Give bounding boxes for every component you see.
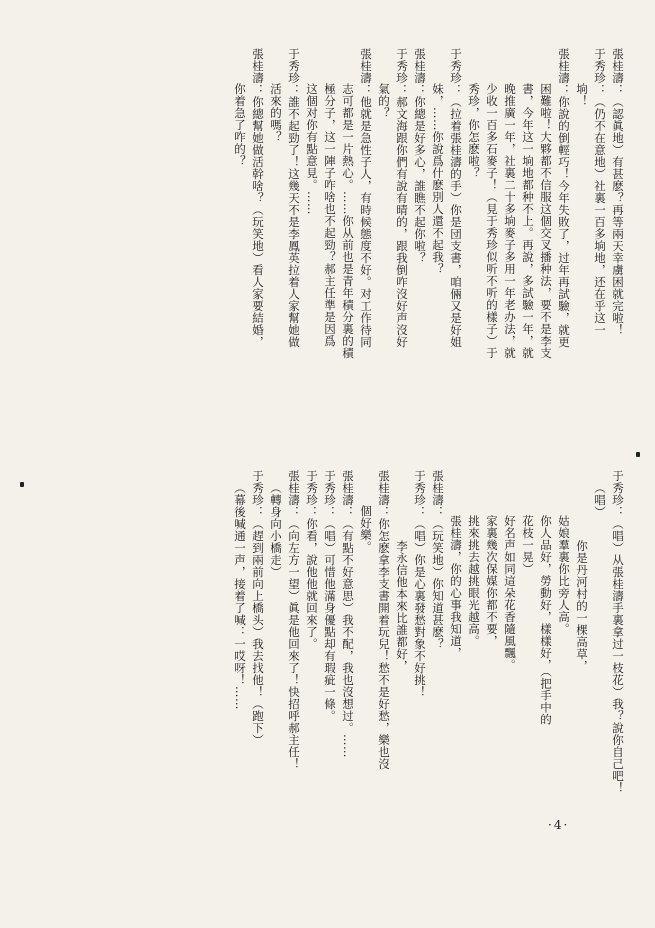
text-column: 姑娘羣裏你比旁人高。 bbox=[557, 515, 571, 635]
text-column: 于秀珍：（唱）可惜他滿身優點却有瑕疵一條。 bbox=[323, 470, 337, 722]
text-column: 少收一百多石麥子！（見于秀珍似听不听的樣子）于 bbox=[485, 83, 499, 359]
text-column: 張桂濤：（有點不好意思）我不配，我也沒想过。…… bbox=[341, 470, 355, 758]
text-column: 花枝一晃） bbox=[521, 515, 535, 575]
text-column: 張桂濤：他就是急性子人，有時候態度不好。对工作待同 bbox=[359, 48, 373, 348]
margin-mark-left bbox=[20, 482, 24, 487]
text-column: 你是丹河村的一棵高草， bbox=[575, 540, 589, 672]
text-column: 妹，……你說爲什麽別人還不起我？ bbox=[431, 83, 445, 275]
text-column: 好名声如同這朵花香隨風飄。 bbox=[503, 515, 517, 671]
text-column: 于秀珍：你看，說他他就回來了。 bbox=[305, 470, 319, 650]
text-column: 你着急了咋的？ bbox=[233, 83, 247, 167]
text-column: （幕後喊通一声，接着了喊：一哎呀！…… bbox=[233, 482, 247, 710]
text-column: 家裏幾次保媒你都不要， bbox=[485, 515, 499, 647]
text-column: 这個对你有點意見。…… bbox=[305, 83, 319, 215]
text-column: 晚推廣一年，社裏二十多垧麥子多用一年老办法，就 bbox=[503, 83, 517, 359]
text-column: 于秀珍：（趕到兩前向上橋头）我去找他！（跑下） bbox=[251, 470, 265, 746]
text-column: 氣的？ bbox=[377, 83, 391, 119]
text-column: （轉身向小橋走） bbox=[269, 482, 283, 578]
text-column: 活來的嗎？ bbox=[269, 83, 283, 143]
text-column: 個好樂。 bbox=[359, 505, 373, 553]
text-column: 于秀珍：郝文海跟你們有說有晴的，跟我倒咋沒好声沒好 bbox=[395, 48, 409, 348]
page-number: ·4· bbox=[548, 818, 570, 832]
text-column: 秀珍，你怎麽啦？ bbox=[467, 83, 481, 179]
text-column: （唱） bbox=[593, 482, 607, 518]
text-column: 李永信他本來比誰都好， bbox=[395, 540, 409, 672]
text-column: 張桂濤：你總幫她做活幹啥？（玩笑地）看人家要結婚， bbox=[251, 48, 265, 348]
text-column: 極分子，这一陣子咋啥也不起勁？郝主任準是因爲 bbox=[323, 83, 337, 347]
text-column: 志可都是一片熱心。……你从前也是青年積分裏的積 bbox=[341, 83, 355, 359]
text-column: 困難啦！大夥都不信服这個交叉播种法，要不是李支 bbox=[539, 83, 553, 359]
bottom-text-block bbox=[231, 470, 627, 830]
text-column: 于秀珍：誰不起勁了！这幾天不是李鳳英拉着人家幫她做 bbox=[287, 48, 301, 348]
text-column: 書，今年这一垧地都种不上。再說，多試驗一年，就 bbox=[521, 83, 535, 359]
text-column: 垧！ bbox=[575, 83, 589, 107]
top-text-block bbox=[231, 48, 627, 408]
text-column: 張桂濤：你說的倒輕巧！今年失敗了，过年再試驗，就更 bbox=[557, 48, 571, 348]
text-column: 張桂濤：你怎麽拿李支書開着玩兒！愁不是好愁，樂也沒 bbox=[377, 470, 391, 770]
text-column: 于秀珍：（拉着張桂濤的手）你是団支書，咱倆又是好姐 bbox=[449, 48, 463, 348]
text-column: 挑來挑去越挑眼光越高。 bbox=[467, 515, 481, 647]
text-column: 張桂濤：（認眞地）有甚麽？再等兩天幸虜困就完啦！ bbox=[611, 48, 625, 336]
text-column: 于秀珍：（仍不在意地）社裏一百多垧地，还在乎这一 bbox=[593, 48, 607, 336]
margin-mark-right bbox=[636, 452, 640, 457]
text-column: 張桂濤：你總是好多心，誰瞧不起你啦？ bbox=[413, 48, 427, 264]
text-column: 于秀珍：（唱）你是心裏發愁對象不好挑！ bbox=[413, 470, 427, 698]
text-column: 張桂濤：（玩笑地）你知道甚麽？ bbox=[431, 470, 445, 650]
text-column: 張桂濤，你的心事我知道， bbox=[449, 515, 463, 659]
text-column: 張桂濤：（向左方一望）眞是他回來了！快招呼郝主任！ bbox=[287, 470, 301, 770]
text-column: 于秀珍：（唱）从張桂濤手裏拿过一枝花）我？說你自己吧！ bbox=[611, 470, 625, 794]
text-column: 你人品好，勞動好，樣樣好，（把手中的 bbox=[539, 515, 553, 726]
